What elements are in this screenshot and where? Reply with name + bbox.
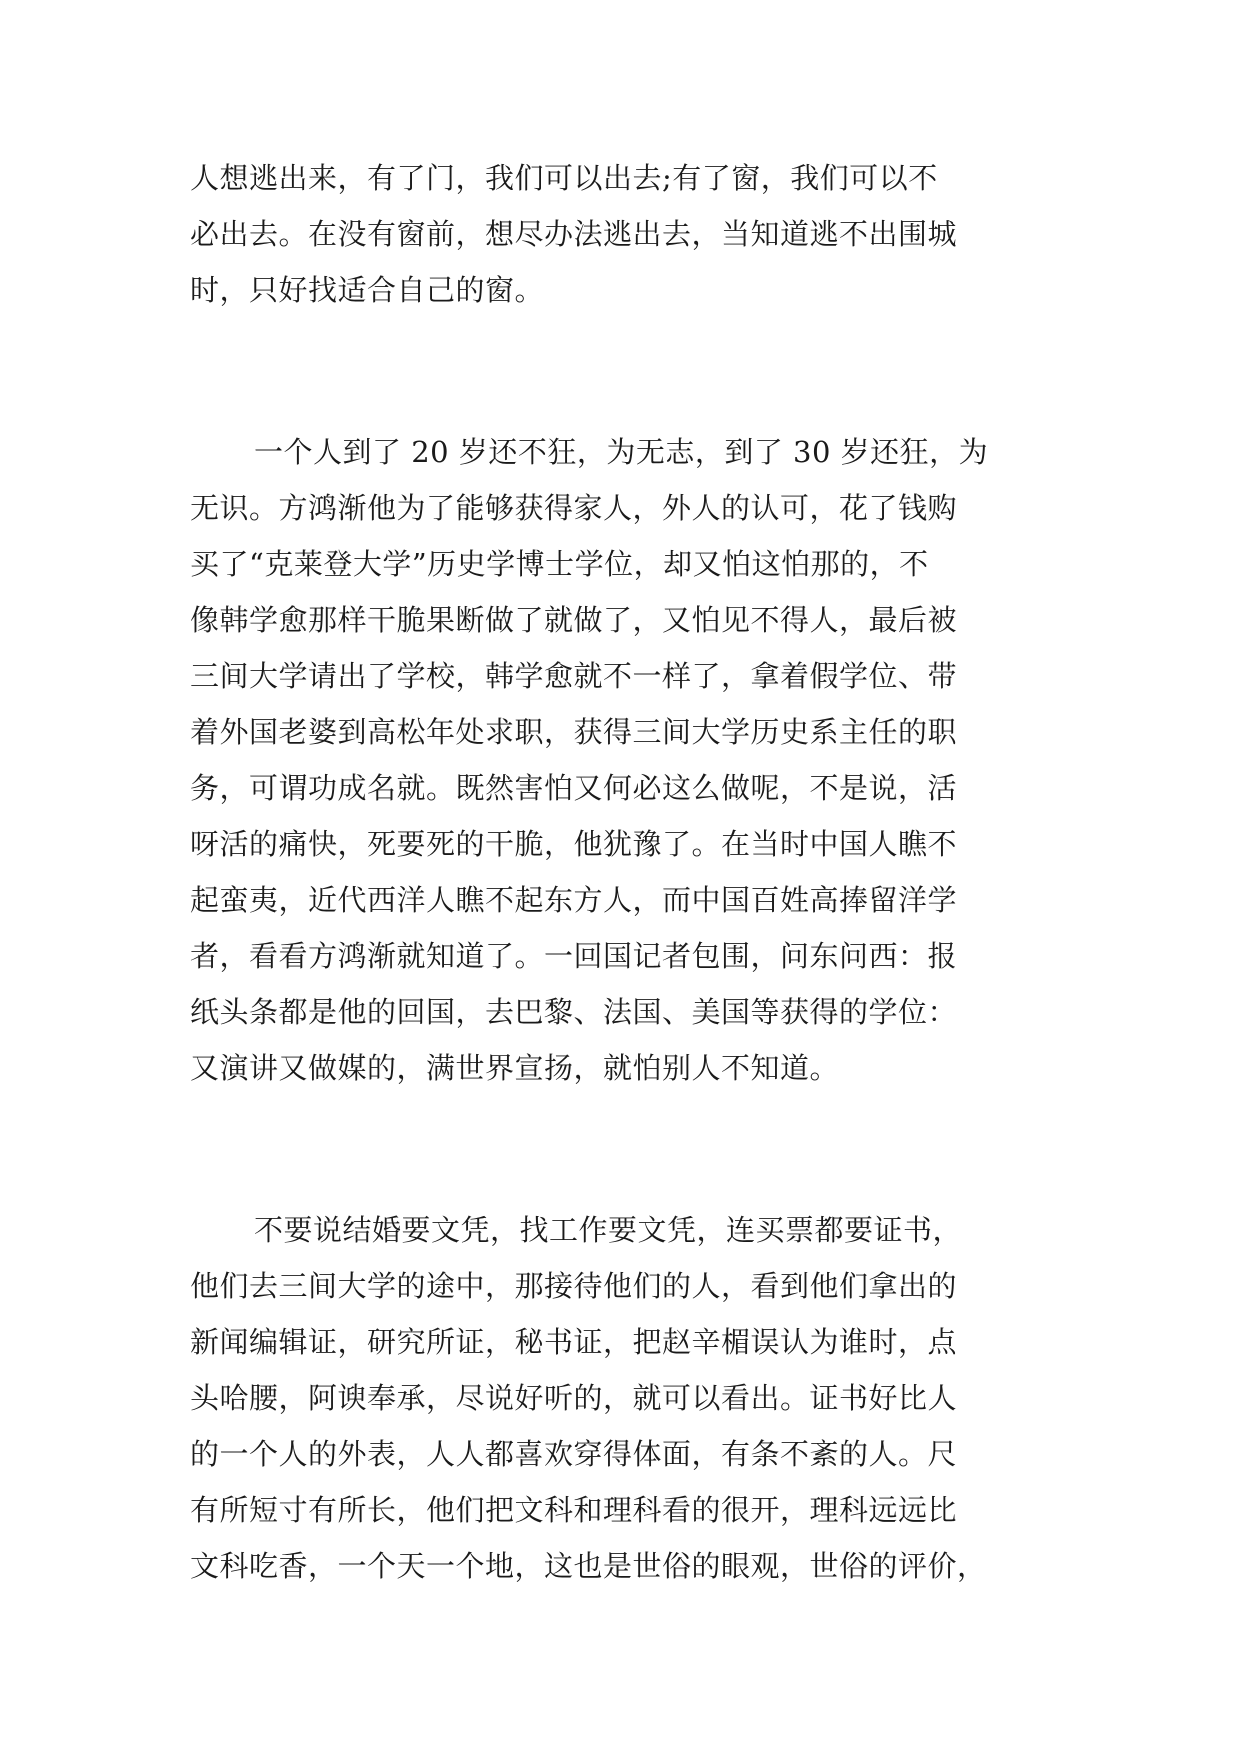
paragraph-line: 他们去三间大学的途中，那接待他们的人，看到他们拿出的 — [190, 1269, 958, 1303]
paragraph-line: 不要说结婚要文凭，找工作要文凭，连买票都要证书， — [254, 1213, 963, 1247]
paragraph-2 — [190, 424, 1060, 1096]
paragraph-line: 一个人到了 20 岁还不狂，为无志，到了 30 岁还狂，为 — [254, 435, 989, 469]
paragraph-line: 必出去。在没有窗前，想尽办法逃出去，当知道逃不出围城 — [190, 217, 958, 251]
paragraph-spacer — [190, 318, 1060, 424]
paragraph-line: 时，只好找适合自己的窗。 — [190, 273, 545, 307]
paragraph-line: 新闻编辑证，研究所证，秘书证，把赵辛楣误认为谁时，点 — [190, 1325, 958, 1359]
paragraph-spacer — [190, 1096, 1060, 1202]
paragraph-1 — [190, 150, 1060, 318]
paragraph-line: 有所短寸有所长，他们把文科和理科看的很开，理科远远比 — [190, 1493, 958, 1527]
document-body — [190, 150, 1060, 1594]
paragraph-3 — [190, 1202, 1060, 1594]
paragraph-line: 又演讲又做媒的，满世界宣扬，就怕别人不知道。 — [190, 1051, 840, 1085]
paragraph-line: 者，看看方鸿渐就知道了。一回国记者包围，问东问西：报 — [190, 939, 958, 973]
paragraph-line: 着外国老婆到高松年处求职，获得三间大学历史系主任的职 — [190, 715, 958, 749]
paragraph-line: 文科吃香，一个天一个地，这也是世俗的眼观，世俗的评价， — [190, 1549, 987, 1583]
paragraph-line: 的一个人的外表，人人都喜欢穿得体面，有条不紊的人。尺 — [190, 1437, 958, 1471]
paragraph-line: 三间大学请出了学校，韩学愈就不一样了，拿着假学位、带 — [190, 659, 958, 693]
paragraph-line: 买了“克莱登大学”历史学博士学位，却又怕这怕那的，不 — [190, 547, 929, 581]
paragraph-line: 呀活的痛快，死要死的干脆，他犹豫了。在当时中国人瞧不 — [190, 827, 958, 861]
paragraph-line: 起蛮夷，近代西洋人瞧不起东方人，而中国百姓高捧留洋学 — [190, 883, 958, 917]
paragraph-line: 像韩学愈那样干脆果断做了就做了，又怕见不得人，最后被 — [190, 603, 958, 637]
paragraph-line: 无识。方鸿渐他为了能够获得家人，外人的认可，花了钱购 — [190, 491, 958, 525]
paragraph-line: 人想逃出来，有了门，我们可以出去;有了窗，我们可以不 — [190, 161, 938, 195]
paragraph-line: 务，可谓功成名就。既然害怕又何必这么做呢，不是说，活 — [190, 771, 958, 805]
paragraph-line: 头哈腰，阿谀奉承，尽说好听的，就可以看出。证书好比人 — [190, 1381, 958, 1415]
paragraph-line: 纸头条都是他的回国，去巴黎、法国、美国等获得的学位： — [190, 995, 958, 1029]
